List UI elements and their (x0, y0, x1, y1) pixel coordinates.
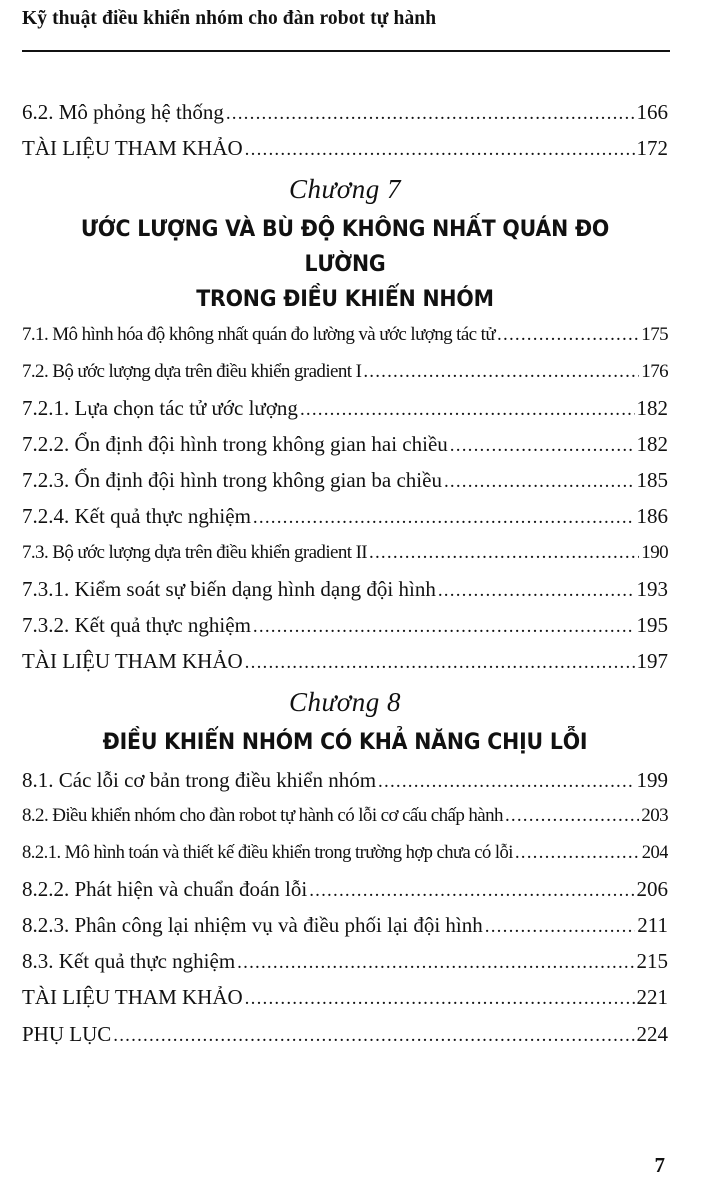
toc-entry-page: 221 (636, 985, 668, 1010)
toc-entry[interactable] (22, 571, 668, 607)
toc-entry-label: 8.2.3. Phân công lại nhiệm vụ và điều phối lại đội hình (22, 913, 483, 937)
chapter-7-title-line-1: ƯỚC LƯỢNG VÀ BÙ ĐỘ KHÔNG NHẤT QUÁN ĐO LƯỜNG (80, 217, 610, 278)
toc-entry[interactable] (22, 94, 668, 130)
toc-entry-page: 211 (637, 913, 668, 937)
toc-entry[interactable] (22, 798, 668, 834)
dot-leader (245, 645, 635, 679)
chapter-8-label: Chương 8 (289, 687, 401, 718)
toc-entry[interactable] (22, 498, 668, 534)
toc-entry[interactable] (22, 607, 668, 643)
dot-leader (450, 428, 635, 462)
dot-leader (485, 909, 635, 943)
toc-entry[interactable] (22, 390, 668, 426)
toc-entry-page: 175 (641, 324, 668, 346)
header-rule (22, 50, 670, 52)
toc-entry-label: 7.2.2. Ổn định đội hình trong không gian hai chiều (22, 431, 448, 456)
dot-leader (444, 464, 635, 498)
toc-entry[interactable] (22, 535, 668, 571)
toc-entry-page: 185 (636, 468, 668, 493)
dot-leader (369, 535, 639, 571)
toc-entry-label: 7.2. Bộ ước lượng dựa trên điều khiển gradient I (22, 360, 362, 382)
toc-entry-label: 7.3.2. Kết quả thực nghiệm (22, 612, 251, 637)
toc-entry-page: 190 (641, 541, 668, 563)
toc-entry-page: 172 (636, 136, 668, 161)
toc-entry-page: 182 (636, 395, 668, 420)
dot-leader (253, 609, 635, 643)
toc-entry-label: 7.2.3. Ổn định đội hình trong không gian ba chiều (22, 468, 442, 493)
table-of-contents (22, 94, 668, 1052)
toc-entry-label: 7.2.4. Kết quả thực nghiệm (22, 504, 251, 529)
toc-entry[interactable] (22, 943, 668, 979)
toc-entry[interactable] (22, 907, 668, 943)
toc-entry[interactable] (22, 979, 668, 1015)
dot-leader (113, 1018, 634, 1052)
toc-entry[interactable] (22, 354, 668, 390)
toc-entry[interactable] (22, 317, 668, 353)
toc-entry-page: 204 (641, 841, 668, 863)
toc-entry-label: 8.1. Các lỗi cơ bản trong điều khiển nhóm (22, 768, 377, 793)
toc-entry-label: 8.2.2. Phát hiện và chuẩn đoán lỗi (22, 876, 308, 901)
dot-leader (245, 132, 635, 166)
dot-leader (300, 392, 635, 426)
dot-leader (505, 798, 639, 834)
toc-entry-page: 195 (636, 612, 668, 637)
dot-leader (438, 573, 635, 607)
toc-entry-label: 7.3.1. Kiểm soát sự biến dạng hình dạng đội hình (22, 576, 436, 601)
toc-entry[interactable] (22, 871, 668, 907)
chapter-8-title: ĐIỀU KHIỂN NHÓM CÓ KHẢ NĂNG CHỊU LỖI (102, 730, 588, 756)
toc-entry-page: 166 (636, 100, 668, 124)
toc-entry-page: 176 (641, 360, 668, 382)
dot-leader (245, 981, 635, 1015)
toc-entry-page: 197 (636, 649, 668, 674)
toc-entry[interactable] (22, 762, 668, 798)
dot-leader (237, 945, 634, 979)
toc-entry[interactable] (22, 1016, 668, 1052)
dot-leader (226, 96, 635, 130)
toc-entry[interactable] (22, 643, 668, 679)
toc-entry[interactable] (22, 462, 668, 498)
dot-leader (515, 835, 640, 871)
toc-entry-page: 186 (636, 504, 668, 529)
toc-entry-label: 6.2. Mô phỏng hệ thống (22, 100, 224, 124)
toc-entry-label: 7.1. Mô hình hóa độ không nhất quán đo lường và ước lượng tác tử (22, 324, 496, 346)
toc-entry-page: 182 (636, 431, 668, 456)
toc-entry-label: 8.2. Điều khiển nhóm cho đàn robot tự hành có lỗi cơ cấu chấp hành (22, 805, 503, 827)
toc-entry[interactable] (22, 426, 668, 462)
toc-entry-page: 224 (636, 1021, 668, 1046)
toc-entry-label: 8.3. Kết quả thực nghiệm (22, 949, 236, 974)
toc-entry-label: 7.2.1. Lựa chọn tác tử ước lượng (22, 395, 298, 420)
toc-entry-page: 206 (636, 876, 668, 901)
toc-entry[interactable] (22, 835, 668, 871)
toc-entry-label: PHỤ LỤC (22, 1021, 112, 1046)
toc-entry-page: 199 (636, 768, 668, 793)
toc-entry-label: TÀI LIỆU THAM KHẢO (22, 136, 243, 161)
dot-leader (363, 354, 639, 390)
chapter-7-title-line-2: TRONG ĐIỀU KHIỂN NHÓM (196, 287, 494, 313)
toc-entry-label: 8.2.1. Mô hình toán và thiết kế điều khiển trong trường hợp chưa có lỗi (22, 841, 513, 863)
running-head-title: Kỹ thuật điều khiển nhóm cho đàn robot tự hành (22, 8, 437, 29)
toc-entry-label: TÀI LIỆU THAM KHẢO (22, 985, 243, 1010)
toc-entry-label: 7.3. Bộ ước lượng dựa trên điều khiển gradient II (22, 541, 368, 563)
dot-leader (253, 500, 635, 534)
page-number: 7 (654, 1153, 665, 1177)
chapter-7-label: Chương 7 (289, 174, 401, 205)
dot-leader (378, 764, 634, 798)
toc-entry-label: TÀI LIỆU THAM KHẢO (22, 649, 243, 674)
toc-entry[interactable] (22, 130, 668, 166)
toc-entry-page: 203 (641, 805, 668, 827)
dot-leader (309, 873, 634, 907)
toc-entry-page: 193 (636, 576, 668, 601)
dot-leader (497, 317, 639, 353)
toc-entry-page: 215 (636, 949, 668, 974)
